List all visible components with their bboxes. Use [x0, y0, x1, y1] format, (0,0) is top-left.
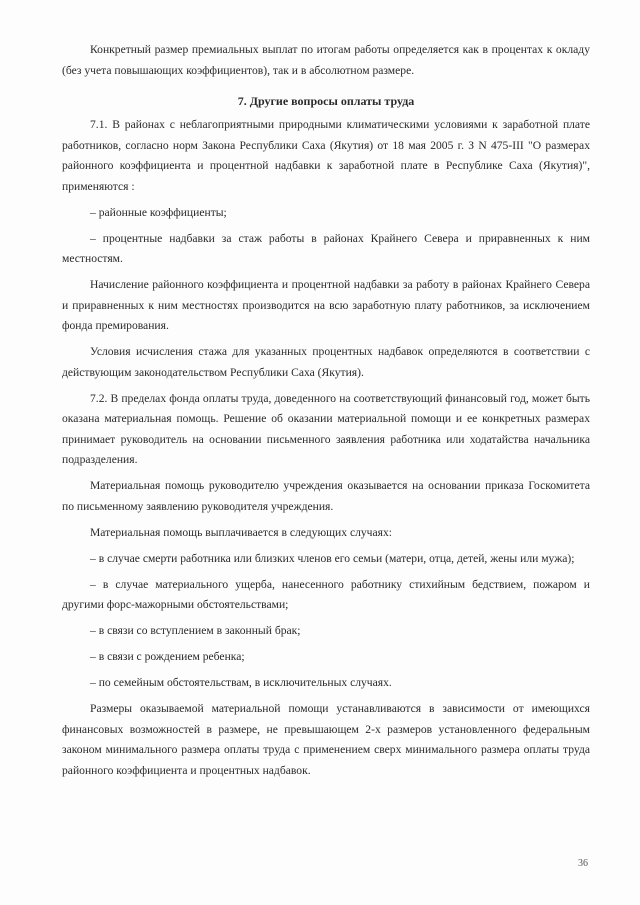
paragraph-aid-cases: Материальная помощь выплачивается в следующих случаях:: [90, 525, 393, 539]
paragraph-7-2: 7.2. В пределах фонда оплаты труда, доведенного на соответствующий финансовый год, может быть оказана материальная помощь. Решение об оказании материальной помощи и ее конкретных размерах принимает руководитель на основании письменного заявления работника или ходатайства начальника подразделения.: [62, 391, 590, 466]
page-number: 36: [578, 858, 588, 869]
list-item-regional-coef: – районные коэффициенты;: [90, 205, 227, 219]
paragraph-accrual: Начисление районного коэффициента и процентной надбавки за работу в районах Крайнего Севера и приравненных к ним местностях производится на всю заработную плату работников, за исключением фонда премирования.: [62, 278, 590, 332]
section-heading: 7. Другие вопросы оплаты труда: [237, 94, 415, 108]
document-body: [62, 40, 590, 787]
list-item-damage: – в случае материального ущерба, нанесенного работнику стихийным бедствием, пожаром и другими форс-мажорными обстоятельствами;: [62, 577, 590, 611]
list-item-death: – в случае смерти работника или близких членов его семьи (матери, отца, детей, жены или мужа);: [90, 551, 575, 565]
list-item-childbirth: – в связи с рождением ребенка;: [90, 650, 245, 663]
paragraph-seniority: Условия исчисления стажа для указанных процентных надбавок определяются в соответствии с действующим законодательством Республики Саха (Якутия).: [62, 345, 590, 379]
paragraph-premium: Конкретный размер премиальных выплат по итогам работы определяется как в процентах к окладу (без учета повышающих коэффициентов), так и в абсолютном размере.: [62, 43, 590, 77]
paragraph-7-1: 7.1. В районах с неблагоприятными природными климатическими условиями к заработной плате работников, согласно норм Закона Республики Саха (Якутия) от 18 мая 2005 г. З N 475-III "О размерах районного коэффициента и процентной надбавки к заработной плате в Республике Саха (Якутия)", применяются :: [62, 118, 590, 193]
paragraph-director-aid: Материальная помощь руководителю учреждения оказывается на основании приказа Госкомитета по письменному заявлению руководителя учреждения.: [62, 479, 590, 513]
paragraph-aid-amount: Размеры оказываемой материальной помощи устанавливаются в зависимости от имеющихся финансовых возможностей в размере, не превышающем 2-х размеров установленного федеральным законом минимального размера оплаты труда с применением сверх минимального размера оплаты труда районного коэффициента и процентных надбавок.: [62, 702, 590, 777]
list-item-percent-bonus: – процентные надбавки за стаж работы в районах Крайнего Севера и приравненных к ним местностям.: [62, 231, 590, 265]
list-item-marriage: – в связи со вступлением в законный брак;: [90, 624, 301, 637]
list-item-family: – по семейным обстоятельствам, в исключительных случаях.: [90, 676, 392, 689]
